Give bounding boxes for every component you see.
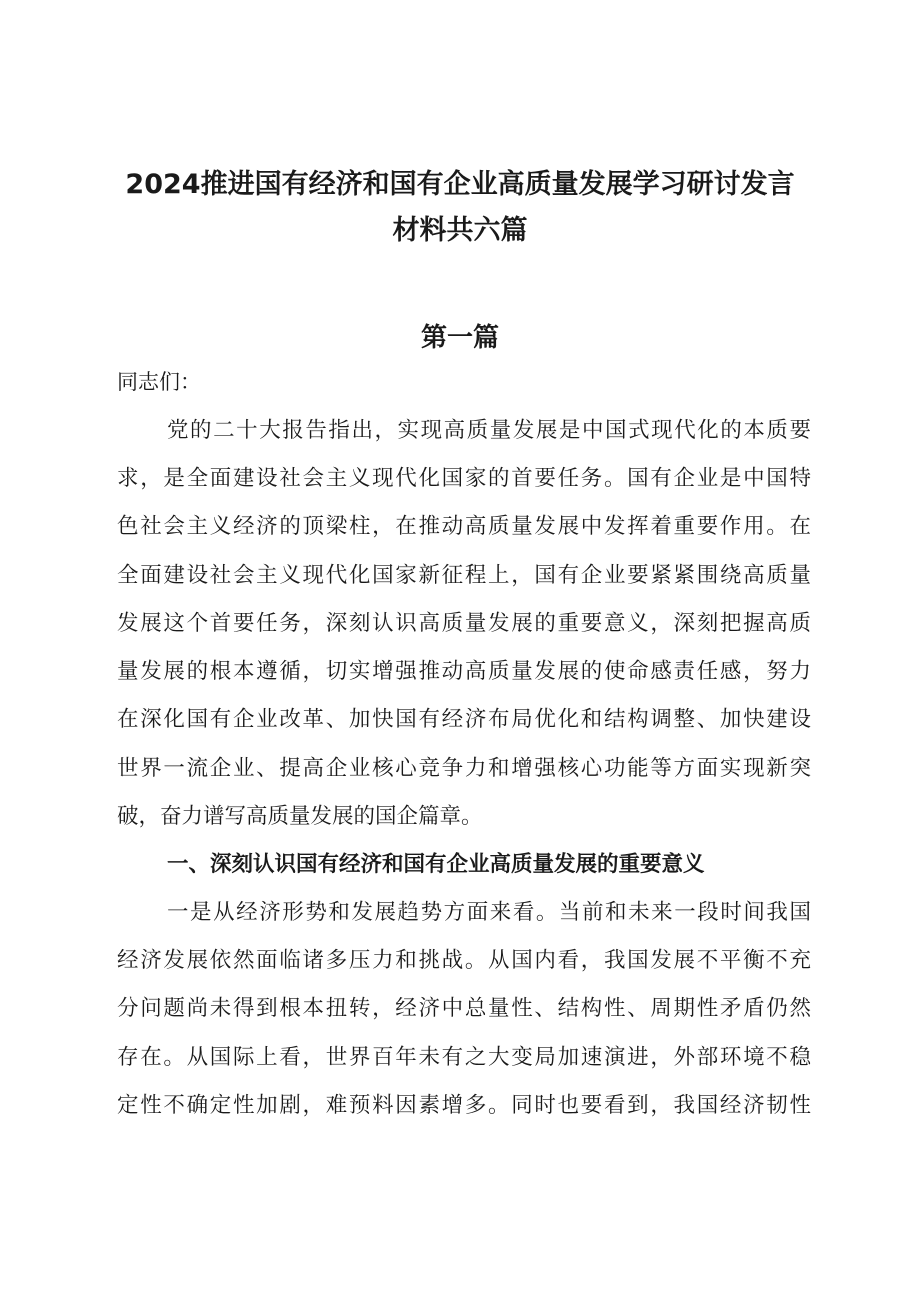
paragraph-line: 在深化国有企业改革、加快国有经济布局优化和结构调整、加快建设 <box>117 707 811 732</box>
document-title-line-2: 材料共六篇 <box>392 215 528 246</box>
paragraph-line: 分问题尚未得到根本扭转，经济中总量性、结构性、周期性矛盾仍然 <box>117 996 811 1021</box>
paragraph-line: 一是从经济形势和发展趋势方面来看。当前和未来一段时间我国 <box>167 900 811 925</box>
heading-1: 一、深刻认识国有经济和国有企业高质量发展的重要意义 <box>167 852 705 877</box>
section-title: 第一篇 <box>420 323 499 353</box>
paragraph-line: 破，奋力谱写高质量发展的国企篇章。 <box>117 804 483 829</box>
paragraph-line: 经济发展依然面临诸多压力和挑战。从国内看，我国发展不平衡不充 <box>117 948 811 973</box>
paragraph-line: 量发展的根本遵循，切实增强推动高质量发展的使命感责任感，努力 <box>117 659 811 684</box>
document-title-line-1: 2024推进国有经济和国有企业高质量发展学习研讨发言 <box>125 169 795 200</box>
paragraph-line: 世界一流企业、提高企业核心竞争力和增强核心功能等方面实现新突 <box>117 756 811 781</box>
salutation: 同志们： <box>117 370 201 394</box>
paragraph-line: 全面建设社会主义现代化国家新征程上，国有企业要紧紧围绕高质量 <box>117 563 811 588</box>
paragraph-line: 定性不确定性加剧，难预料因素增多。同时也要看到，我国经济韧性 <box>117 1093 811 1118</box>
paragraph-line: 党的二十大报告指出，实现高质量发展是中国式现代化的本质要 <box>167 418 811 443</box>
paragraph-line: 存在。从国际上看，世界百年未有之大变局加速演进，外部环境不稳 <box>117 1045 811 1070</box>
paragraph-line: 求，是全面建设社会主义现代化国家的首要任务。国有企业是中国特 <box>117 466 811 491</box>
paragraph-line: 色社会主义经济的顶梁柱，在推动高质量发展中发挥着重要作用。在 <box>117 514 811 539</box>
paragraph-line: 发展这个首要任务，深刻认识高质量发展的重要意义，深刻把握高质 <box>117 611 811 636</box>
